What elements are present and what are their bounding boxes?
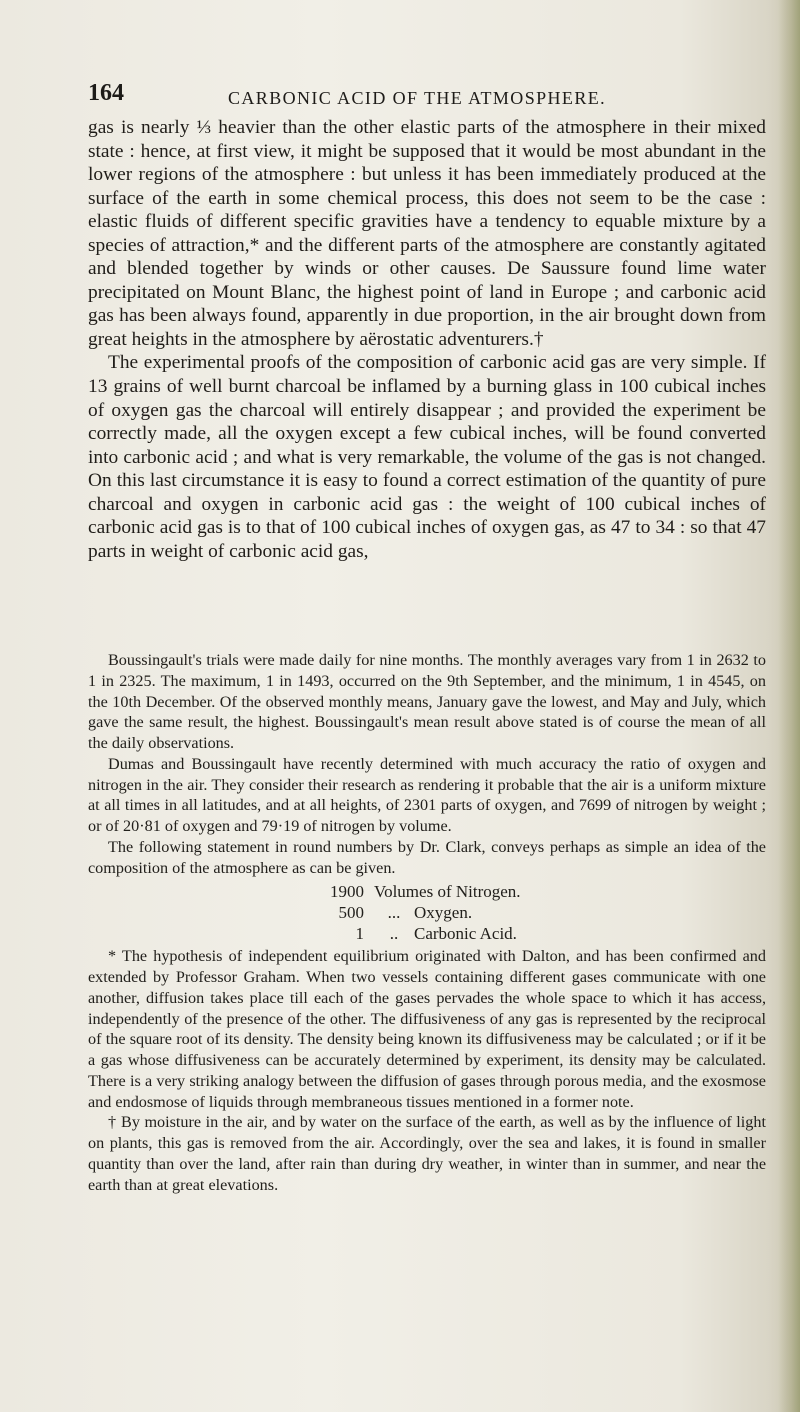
table-dots: .. — [389, 924, 399, 944]
table-label: Carbonic Acid. — [414, 924, 517, 944]
table-number: 1 — [355, 924, 364, 944]
page-edge-shadow — [778, 0, 800, 1412]
paragraph-continued: gas is nearly ⅓ heavier than the other elastic parts of the atmosphere in their mixed state : hence, at first view, it might be supposed that it would be most abundant in the lower regions of the atmosphere : but unless it has been immediately produced at the surface of the earth in some chemical process, this does not seem to be the case : elastic fluids of different specific gravities have a tendency to equable mixture by a species of attraction,* and the different parts of the atmosphere are constantly agitated and blended together by winds or other causes. De Saussure found lime water precipitated on Mount Blanc, the highest point of land in Europe ; and carbonic acid gas has been always found, apparently in due proportion, in the air brought down from great heights in the atmosphere by aërostatic adventurers.† — [88, 117, 766, 350]
page-header — [88, 80, 756, 114]
table-label: Volumes of Nitrogen. — [374, 882, 521, 902]
page-number: 164 — [88, 80, 124, 106]
table-label: Oxygen. — [414, 903, 473, 923]
table-number: 1900 — [330, 882, 364, 902]
table-row — [88, 902, 766, 923]
notes-section — [88, 650, 766, 1195]
note-dumas-boussingault: Dumas and Boussingault have recently determined with much accuracy the ratio of oxygen and nitrogen in the air. They consider their research as rendering it probable that the air is a uniform mixture at all times in all latitudes, and at all heights, of 2301 parts of oxygen, and 7699 of nitrogen by weight ; or of 20·81 of oxygen and 79·19 of nitrogen by volume. — [88, 754, 766, 835]
table-dots: ... — [387, 903, 401, 923]
table-number: 500 — [338, 903, 364, 923]
footnote-diffusion: * The hypothesis of independent equilibrium originated with Dalton, and has been confirmed and extended by Professor Graham. When two vessels containing different gases communicate with one another, diffusion takes place till each of the gases pervades the whole space to which it has access, independently of the presence of the other. The diffusiveness of any gas is represented by the reciprocal of the square root of its density. The density being known its diffusiveness may be calculated ; or if it be a gas whose diffusiveness can be accurately determined by experiment, its density may be calculated. There is a very striking analogy between the diffusion of gases through porous media, and the exosmose and endosmose of liquids through membraneous tissues mentioned in a former note. — [88, 947, 766, 1111]
composition-table — [88, 881, 766, 944]
note-boussingault-trials: Boussingault's trials were made daily for nine months. The monthly averages vary from 1 in 2632 to 1 in 2325. The maximum, 1 in 1493, occurred on the 9th September, and the minimum, 1 in 4545, on the 10th December. Of the observed monthly means, January gave the lowest, and May and July, which gave the same result, the highest. Boussingault's mean result above stated is of course the mean of all the daily observations. — [88, 651, 766, 752]
paragraph-experimental-proofs: The experimental proofs of the composition of carbonic acid gas are very simple. If 13 grains of well burnt charcoal be inflamed by a burning glass in 100 cubical inches of oxygen gas the charcoal will entirely disappear ; and provided the experiment be correctly made, all the oxygen except a few cubical inches, will be found converted into carbonic acid ; and what is very remarkable, the volume of the gas is not changed. On this last circumstance it is easy to found a correct estimation of the quantity of pure charcoal and oxygen in carbonic acid gas : the weight of 100 cubical inches of carbonic acid gas is to that of 100 cubical inches of oxygen gas, as 47 to 34 : so that 47 parts in weight of carbonic acid gas, — [88, 352, 766, 562]
running-head: CARBONIC ACID OF THE ATMOSPHERE. — [228, 88, 607, 108]
table-row — [88, 881, 766, 902]
table-row — [88, 923, 766, 944]
footnote-moisture: † By moisture in the air, and by water on the surface of the earth, as well as by the influence of light on plants, this gas is removed from the air. Accordingly, over the sea and lakes, it is found in smaller quantity than over the land, after rain than during dry weather, in winter than in summer, and near the earth than at great elevations. — [88, 1113, 766, 1194]
note-clark-statement: The following statement in round numbers by Dr. Clark, conveys perhaps as simple an idea of the composition of the atmosphere as can be given. — [88, 837, 766, 877]
main-text — [88, 116, 766, 563]
